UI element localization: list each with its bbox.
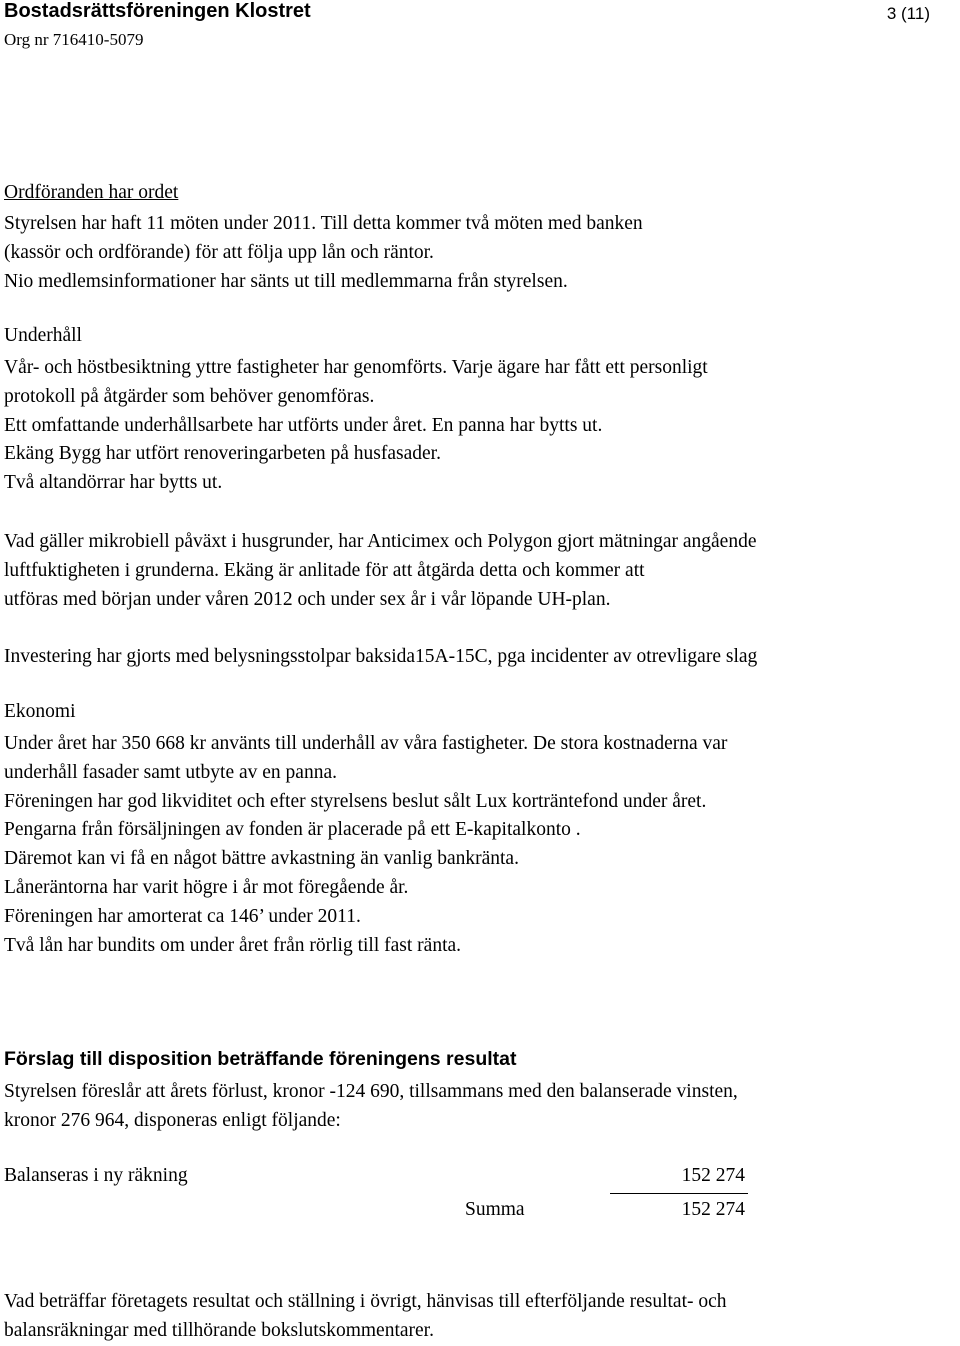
section-heading-ekonomi: Ekonomi: [4, 701, 76, 722]
text-line: (kassör och ordförande) för att följa upp lån och räntor.: [4, 241, 434, 263]
disposition-row-label: Balanseras i ny räkning: [4, 1165, 188, 1186]
text-line: Föreningen har amorterat ca 146’ under 2011.: [4, 905, 361, 927]
sum-value: 152 274: [681, 1199, 745, 1220]
organization-number: Org nr 716410-5079: [4, 30, 144, 49]
text-line: Vad gäller mikrobiell påväxt i husgrunder, har Anticimex och Polygon gjort mätningar angående: [4, 531, 757, 552]
text-line: Nio medlemsinformationer har sänts ut till medlemmarna från styrelsen.: [4, 270, 568, 292]
paragraph-mikrobiell: [4, 528, 756, 614]
text-line: Två lån har bundits om under året från rörlig till fast ränta.: [4, 934, 462, 956]
paragraph-forslag: [4, 1078, 738, 1136]
paragraph-ekonomi: [4, 730, 727, 960]
paragraph-ordforanden: [4, 210, 643, 296]
text-line: protokoll på åtgärder som behöver genomföras.: [4, 385, 375, 407]
text-line: utföras med början under våren 2012 och under sex år i vår löpande UH-plan.: [4, 588, 611, 610]
text-line: Däremot kan vi få en något bättre avkastning än vanlig bankränta.: [4, 848, 519, 870]
text-line: Styrelsen föreslår att årets förlust, kronor -124 690, tillsammans med den balanserade vinsten,: [4, 1081, 738, 1102]
section-heading-forslag: Förslag till disposition beträffande föreningens resultat: [4, 1048, 517, 1070]
section-heading-ordforanden: Ordföranden har ordet: [4, 182, 179, 203]
paragraph-investering: [4, 643, 757, 672]
text-line: Ekäng Bygg har utfört renoveringarbeten på husfasader.: [4, 443, 441, 465]
page-number: 3 (11): [886, 4, 930, 23]
text-line: Styrelsen har haft 11 möten under 2011. Till detta kommer två möten med banken: [4, 213, 643, 234]
text-line: kronor 276 964, disponeras enligt följande:: [4, 1109, 341, 1131]
text-line: underhåll fasader samt utbyte av en panna.: [4, 761, 337, 783]
text-line: Ett omfattande underhållsarbete har utförts under året. En panna har bytts ut.: [4, 414, 603, 436]
paragraph-final: [4, 1288, 727, 1346]
text-line: Vår- och höstbesiktning yttre fastigheter har genomförts. Varje ägare har fått ett personligt: [4, 357, 708, 378]
text-line: Föreningen har god likviditet och efter styrelsens beslut sålt Lux korträntefond under året.: [4, 790, 707, 812]
text-line: Investering har gjorts med belysningsstolpar baksida15A-15C, pga incidenter av otrevligare slag: [4, 646, 758, 667]
section-heading-underhall: Underhåll: [4, 325, 82, 346]
text-line: Två altandörrar har bytts ut.: [4, 472, 223, 494]
sum-divider: [610, 1193, 748, 1194]
text-line: Pengarna från försäljningen av fonden är placerade på ett E-kapitalkonto .: [4, 819, 581, 841]
organization-name: Bostadsrättsföreningen Klostret: [4, 0, 311, 22]
text-line: luftfuktigheten i grunderna. Ekäng är anlitade för att åtgärda detta och kommer att: [4, 559, 645, 581]
text-line: Vad beträffar företagets resultat och ställning i övrigt, hänvisas till efterföljande resultat- och: [4, 1291, 727, 1312]
disposition-row-value: 152 274: [681, 1165, 745, 1186]
sum-label: Summa: [465, 1199, 525, 1220]
text-line: balansräkningar med tillhörande bokslutskommentarer.: [4, 1319, 434, 1341]
text-line: Låneräntorna har varit högre i år mot föregående år.: [4, 876, 409, 898]
text-line: Under året har 350 668 kr använts till underhåll av våra fastigheter. De stora kostnaderna var: [4, 733, 728, 754]
paragraph-underhall: [4, 354, 708, 498]
